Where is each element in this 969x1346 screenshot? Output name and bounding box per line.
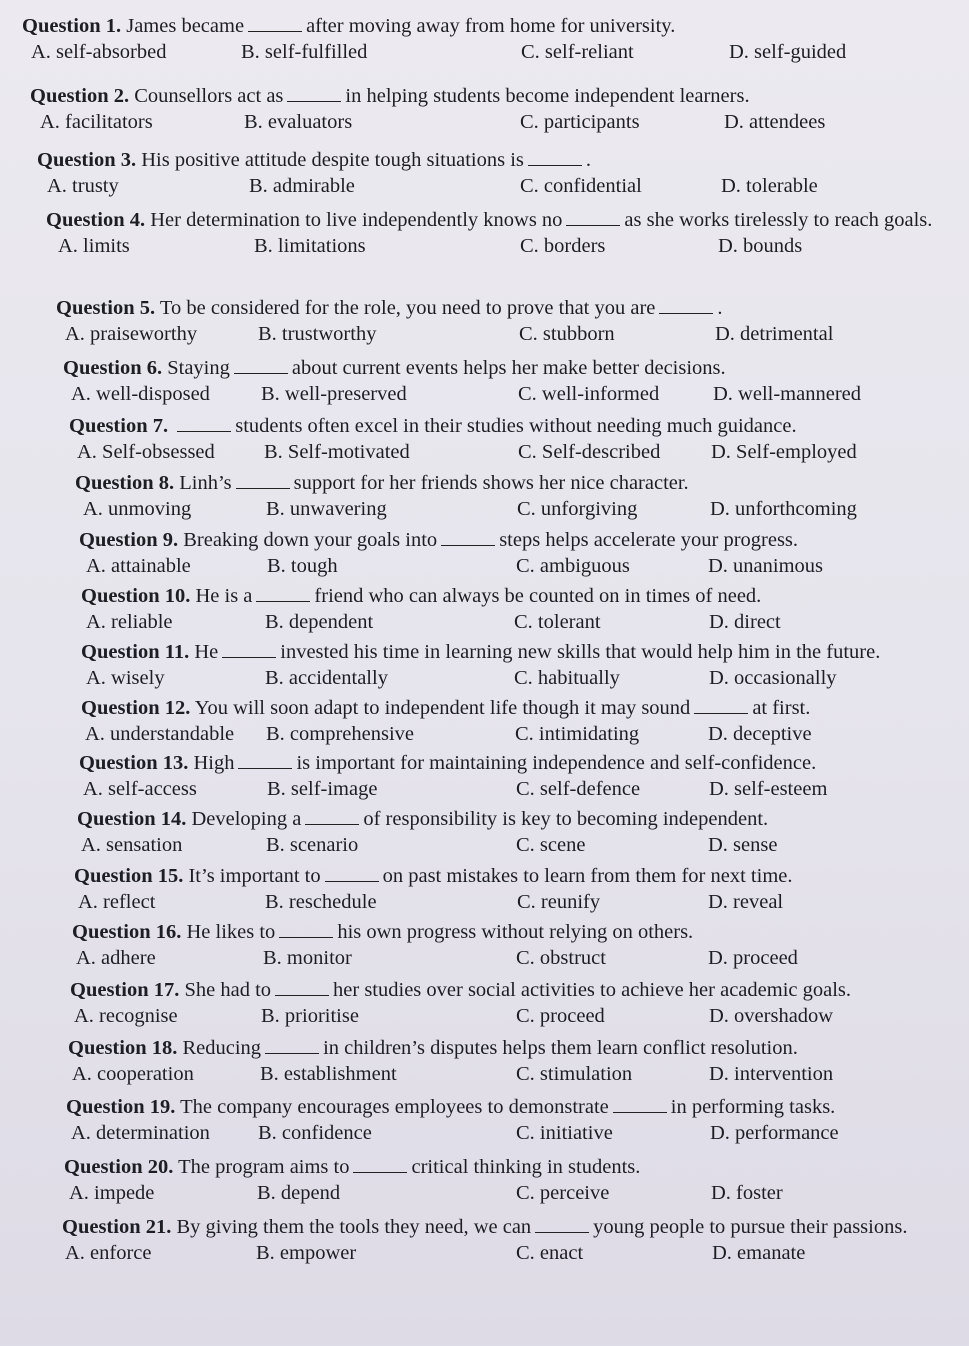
question-15 <box>74 864 969 915</box>
question-6 <box>63 356 969 407</box>
question-stem <box>64 1155 969 1180</box>
question-stem <box>70 978 969 1003</box>
option-b[interactable]: B. empower <box>256 1242 357 1264</box>
stem-before: Reducing <box>182 1037 262 1059</box>
question-number: Question 14. <box>77 808 187 830</box>
option-b[interactable]: B. comprehensive <box>266 723 415 745</box>
question-stem <box>62 1215 969 1240</box>
question-10 <box>81 584 969 635</box>
stem-before: Developing a <box>191 808 302 830</box>
options <box>77 439 969 465</box>
answer-blank[interactable] <box>265 1037 319 1054</box>
stem-before: The company encourages employees to demonstrate <box>180 1096 609 1118</box>
question-stem <box>77 807 969 832</box>
option-c[interactable]: C. stimulation <box>516 1063 633 1085</box>
answer-blank[interactable] <box>305 808 359 825</box>
stem-before: It’s important to <box>188 865 321 887</box>
option-c[interactable]: C. reunify <box>517 891 601 913</box>
option-c[interactable]: C. unforgiving <box>517 498 638 520</box>
stem-before: He is a <box>195 585 253 607</box>
option-d[interactable]: D. reveal <box>708 891 784 913</box>
question-number: Question 21. <box>62 1216 172 1238</box>
question-number: Question 5. <box>56 297 156 319</box>
stem-after: . <box>585 149 592 171</box>
question-13 <box>79 751 969 802</box>
question-number: Question 6. <box>63 357 163 379</box>
question-number: Question 11. <box>81 641 190 663</box>
answer-blank[interactable] <box>613 1096 667 1113</box>
answer-blank[interactable] <box>177 415 231 432</box>
question-number: Question 16. <box>72 921 182 943</box>
options <box>40 109 969 135</box>
option-a[interactable]: A. impede <box>69 1182 155 1204</box>
option-b[interactable]: B. accidentally <box>265 667 388 689</box>
stem-before: To be considered for the role, you need to prove that you are <box>159 297 656 319</box>
option-b[interactable]: B. unwavering <box>266 498 387 520</box>
question-14 <box>77 807 969 858</box>
question-stem <box>63 356 969 381</box>
option-b[interactable]: B. monitor <box>263 947 352 969</box>
option-a[interactable]: A. unmoving <box>83 498 192 520</box>
option-c[interactable]: C. intimidating <box>515 723 640 745</box>
answer-blank[interactable] <box>694 697 748 714</box>
option-a[interactable]: A. trusty <box>47 175 119 197</box>
answer-blank[interactable] <box>279 921 333 938</box>
option-c[interactable]: C. well-informed <box>518 383 660 405</box>
option-d[interactable]: D. proceed <box>708 947 798 969</box>
option-c[interactable]: C. initiative <box>516 1122 613 1144</box>
option-d[interactable]: D. unanimous <box>708 555 824 577</box>
answer-blank[interactable] <box>659 297 713 314</box>
option-c[interactable]: C. stubborn <box>519 323 615 345</box>
options <box>85 721 969 747</box>
option-c[interactable]: C. enact <box>516 1242 584 1264</box>
option-b[interactable]: B. Self-motivated <box>264 441 410 463</box>
question-7 <box>69 414 969 465</box>
stem-after: after moving away from home for university. <box>306 15 676 37</box>
stem-before: James became <box>126 15 245 37</box>
question-number: Question 4. <box>46 209 146 231</box>
question-stem <box>74 864 969 889</box>
stem-before: Her determination to live independently knows no <box>150 209 563 231</box>
option-c[interactable]: C. perceive <box>516 1182 610 1204</box>
option-a[interactable]: A. determination <box>71 1122 210 1144</box>
option-a[interactable]: A. wisely <box>86 667 165 689</box>
question-number: Question 2. <box>30 85 130 107</box>
option-d[interactable]: D. well-mannered <box>713 383 861 405</box>
option-b[interactable]: B. tough <box>267 555 338 577</box>
option-a[interactable]: A. limits <box>58 235 130 257</box>
question-number: Question 1. <box>22 15 122 37</box>
stem-after: in helping students become independent learners. <box>345 85 750 107</box>
stem-after: is important for maintaining independence and self-confidence. <box>296 752 817 774</box>
answer-blank[interactable] <box>234 357 288 374</box>
answer-blank[interactable] <box>353 1156 407 1173</box>
answer-blank[interactable] <box>236 472 290 489</box>
option-c[interactable]: C. ambiguous <box>516 555 630 577</box>
options <box>71 381 969 407</box>
question-stem <box>72 920 969 945</box>
answer-blank[interactable] <box>222 641 276 658</box>
answer-blank[interactable] <box>287 85 341 102</box>
question-number: Question 13. <box>79 752 189 774</box>
question-9 <box>79 528 969 579</box>
option-c[interactable]: C. obstruct <box>516 947 606 969</box>
option-a[interactable]: A. reflect <box>78 891 156 913</box>
option-d[interactable]: D. performance <box>710 1122 839 1144</box>
options <box>81 832 969 858</box>
option-d[interactable]: D. sense <box>708 834 778 856</box>
stem-after: as she works tirelessly to reach goals. <box>624 209 933 231</box>
option-b[interactable]: B. admirable <box>249 175 355 197</box>
option-b[interactable]: B. limitations <box>254 235 366 257</box>
options <box>86 553 969 579</box>
option-c[interactable]: C. scene <box>516 834 586 856</box>
answer-blank[interactable] <box>535 1216 589 1233</box>
question-21 <box>62 1215 969 1266</box>
stem-after: of responsibility is key to becoming independent. <box>363 808 769 830</box>
answer-blank[interactable] <box>325 865 379 882</box>
stem-after: friend who can always be counted on in times of need. <box>314 585 762 607</box>
option-d[interactable]: D. intervention <box>709 1063 834 1085</box>
option-a[interactable]: A. self-access <box>83 778 197 800</box>
question-stem <box>81 640 969 665</box>
question-stem <box>79 528 969 553</box>
options <box>74 1003 969 1029</box>
options <box>69 1180 969 1206</box>
option-c[interactable]: C. habitually <box>514 667 620 689</box>
stem-after: students often excel in their studies without needing much guidance. <box>235 415 797 437</box>
question-number: Question 19. <box>66 1096 176 1118</box>
stem-after: invested his time in learning new skills that would help him in the future. <box>280 641 881 663</box>
option-d[interactable]: D. self-guided <box>729 41 847 63</box>
question-17 <box>70 978 969 1029</box>
option-d[interactable]: D. overshadow <box>709 1005 834 1027</box>
question-16 <box>72 920 969 971</box>
option-b[interactable]: B. dependent <box>265 611 374 633</box>
option-c[interactable]: C. borders <box>520 235 606 257</box>
question-stem <box>75 471 969 496</box>
question-8 <box>75 471 969 522</box>
option-b[interactable]: B. prioritise <box>261 1005 359 1027</box>
option-c[interactable]: C. proceed <box>516 1005 605 1027</box>
options <box>65 1240 969 1266</box>
question-stem <box>66 1095 969 1120</box>
option-a[interactable]: A. adhere <box>76 947 156 969</box>
option-a[interactable]: A. sensation <box>81 834 183 856</box>
question-number: Question 8. <box>75 472 175 494</box>
option-c[interactable]: C. Self-described <box>518 441 661 463</box>
option-c[interactable]: C. confidential <box>520 175 642 197</box>
question-stem <box>81 696 969 721</box>
stem-before: The program aims to <box>178 1156 350 1178</box>
question-2 <box>30 84 969 135</box>
question-number: Question 10. <box>81 585 191 607</box>
question-number: Question 7. <box>69 415 169 437</box>
option-d[interactable]: D. attendees <box>724 111 826 133</box>
option-a[interactable]: A. attainable <box>86 555 191 577</box>
option-b[interactable]: B. self-image <box>267 778 378 800</box>
answer-blank[interactable] <box>256 585 310 602</box>
option-c[interactable]: C. tolerant <box>514 611 601 633</box>
question-number: Question 18. <box>68 1037 178 1059</box>
question-12 <box>81 696 969 747</box>
question-number: Question 17. <box>70 979 180 1001</box>
option-c[interactable]: C. self-reliant <box>521 41 634 63</box>
option-a[interactable]: A. reliable <box>86 611 173 633</box>
option-d[interactable]: D. Self-employed <box>711 441 857 463</box>
question-stem <box>81 584 969 609</box>
question-4 <box>46 208 969 259</box>
options <box>86 665 969 691</box>
stem-before: She had to <box>184 979 272 1001</box>
option-d[interactable]: D. bounds <box>718 235 803 257</box>
options <box>83 776 969 802</box>
stem-before: He <box>194 641 219 663</box>
answer-blank[interactable] <box>566 209 620 226</box>
question-number: Question 15. <box>74 865 184 887</box>
stem-before: He likes to <box>186 921 276 943</box>
stem-after: young people to pursue their passions. <box>593 1216 908 1238</box>
option-b[interactable]: B. evaluators <box>244 111 353 133</box>
answer-blank[interactable] <box>441 529 495 546</box>
option-a[interactable]: A. recognise <box>74 1005 178 1027</box>
stem-before: Breaking down your goals into <box>183 529 438 551</box>
option-b[interactable]: B. reschedule <box>265 891 377 913</box>
question-18 <box>68 1036 969 1087</box>
stem-after: his own progress without relying on others. <box>337 921 694 943</box>
options <box>65 321 969 347</box>
question-19 <box>66 1095 969 1146</box>
option-a[interactable]: A. Self-obsessed <box>77 441 215 463</box>
option-a[interactable]: A. self-absorbed <box>31 41 167 63</box>
stem-before: Linh’s <box>179 472 232 494</box>
stem-after: in performing tasks. <box>670 1096 836 1118</box>
question-stem <box>56 296 969 321</box>
stem-before: His positive attitude despite tough situations is <box>141 149 524 171</box>
option-d[interactable]: D. direct <box>709 611 781 633</box>
option-b[interactable]: B. well-preserved <box>261 383 407 405</box>
question-3 <box>37 148 969 199</box>
answer-blank[interactable] <box>528 149 582 166</box>
stem-before: Staying <box>167 357 230 379</box>
option-b[interactable]: B. depend <box>257 1182 341 1204</box>
option-c[interactable]: C. self-defence <box>516 778 641 800</box>
question-number: Question 9. <box>79 529 179 551</box>
options <box>86 609 969 635</box>
option-a[interactable]: A. praiseworthy <box>65 323 198 345</box>
option-d[interactable]: D. self-esteem <box>709 778 828 800</box>
option-d[interactable]: D. unforthcoming <box>710 498 857 520</box>
question-stem <box>69 414 969 439</box>
stem-after: about current events helps her make better decisions. <box>291 357 726 379</box>
question-1 <box>22 14 969 65</box>
options <box>78 889 969 915</box>
option-b[interactable]: B. trustworthy <box>258 323 377 345</box>
option-d[interactable]: D. deceptive <box>708 723 812 745</box>
answer-blank[interactable] <box>275 979 329 996</box>
answer-blank[interactable] <box>238 752 292 769</box>
stem-after: support for her friends shows her nice character. <box>293 472 689 494</box>
options <box>72 1061 969 1087</box>
option-a[interactable]: A. well-disposed <box>71 383 210 405</box>
question-stem <box>30 84 969 109</box>
stem-before: You will soon adapt to independent life though it may sound <box>194 697 691 719</box>
question-number: Question 12. <box>81 697 191 719</box>
question-number: Question 20. <box>64 1156 174 1178</box>
stem-after: at first. <box>752 697 811 719</box>
stem-after: . <box>717 297 723 319</box>
option-a[interactable]: A. enforce <box>65 1242 152 1264</box>
question-stem <box>68 1036 969 1061</box>
option-d[interactable]: D. detrimental <box>715 323 834 345</box>
stem-before: Counsellors act as <box>134 85 284 107</box>
option-b[interactable]: B. scenario <box>266 834 359 856</box>
option-b[interactable]: B. establishment <box>260 1063 397 1085</box>
option-a[interactable]: A. understandable <box>85 723 235 745</box>
stem-before: By giving them the tools they need, we can <box>176 1216 532 1238</box>
option-a[interactable]: A. facilitators <box>40 111 153 133</box>
options <box>31 39 969 65</box>
option-a[interactable]: A. cooperation <box>72 1063 194 1085</box>
option-d[interactable]: D. foster <box>711 1182 783 1204</box>
options <box>71 1120 969 1146</box>
question-stem <box>46 208 961 233</box>
answer-blank[interactable] <box>248 15 302 32</box>
stem-after: her studies over social activities to achieve her academic goals. <box>333 979 852 1001</box>
question-stem <box>79 751 969 776</box>
option-b[interactable]: B. confidence <box>258 1122 372 1144</box>
stem-after: in children’s disputes helps them learn conflict resolution. <box>323 1037 798 1059</box>
question-stem <box>37 148 969 173</box>
option-d[interactable]: D. emanate <box>712 1242 806 1264</box>
option-c[interactable]: C. participants <box>520 111 640 133</box>
stem-after: critical thinking in students. <box>411 1156 641 1178</box>
option-b[interactable]: B. self-fulfilled <box>241 41 368 63</box>
question-stem <box>22 14 969 39</box>
question-5 <box>56 296 969 347</box>
options <box>47 173 969 199</box>
stem-after: steps helps accelerate your progress. <box>499 529 799 551</box>
option-d[interactable]: D. occasionally <box>709 667 837 689</box>
question-20 <box>64 1155 969 1206</box>
stem-before: High <box>193 752 235 774</box>
options <box>58 233 969 259</box>
option-d[interactable]: D. tolerable <box>721 175 818 197</box>
options <box>83 496 969 522</box>
question-number: Question 3. <box>37 149 137 171</box>
question-11 <box>81 640 969 691</box>
stem-after: on past mistakes to learn from them for next time. <box>382 865 793 887</box>
options <box>76 945 969 971</box>
